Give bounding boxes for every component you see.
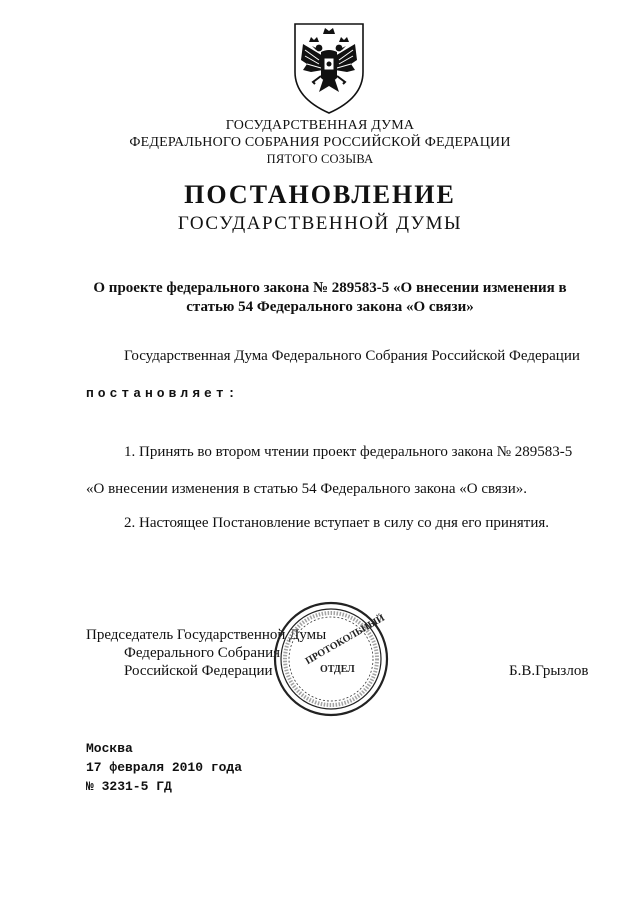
coat-of-arms-emblem — [289, 20, 369, 116]
svg-text:ПРОТОКОЛЬНЫЙ: ПРОТОКОЛЬНЫЙ — [303, 612, 387, 668]
date-of-signing: 17 февраля 2010 года — [86, 760, 243, 775]
document-subtitle: ГОСУДАРСТВЕННОЙ ДУМЫ — [177, 213, 463, 234]
protocol-department-stamp — [272, 600, 390, 718]
item-1-line-1: 1. Принять во втором чтении проект федерального закона № 289583-5 — [124, 444, 573, 460]
resolves-heading: постановляет: — [86, 386, 240, 401]
header-line-duma: ГОСУДАРСТВЕННАЯ ДУМА — [225, 118, 415, 133]
signatory-title-line-1: Председатель Государственной Думы — [86, 627, 327, 643]
signatory-title-line-2: Федерального Собрания — [124, 645, 281, 661]
signatory-name: Б.В.Грызлов — [509, 663, 589, 679]
svg-text:ОТДЕЛ: ОТДЕЛ — [320, 664, 355, 675]
subject-line-2: статью 54 Федерального закона «О связи» — [186, 299, 474, 315]
document-title: ПОСТАНОВЛЕНИЕ — [184, 180, 456, 209]
item-2: 2. Настоящее Постановление вступает в силу со дня его принятия. — [124, 515, 550, 531]
signatory-title-line-3: Российской Федерации — [124, 663, 273, 679]
header-line-convocation: ПЯТОГО СОЗЫВА — [266, 152, 374, 166]
header-line-federal-assembly: ФЕДЕРАЛЬНОГО СОБРАНИЯ РОССИЙСКОЙ ФЕДЕРАЦИИ — [129, 135, 511, 150]
subject-line-1: О проекте федерального закона № 289583-5 «О внесении изменения в — [93, 280, 567, 296]
place-of-signing: Москва — [86, 741, 133, 756]
item-1-line-2: «О внесении изменения в статью 54 Федерального закона «О связи». — [86, 481, 527, 497]
resolution-number: № 3231-5 ГД — [86, 779, 172, 794]
intro-paragraph: Государственная Дума Федерального Собрания Российской Федерации — [124, 348, 580, 364]
